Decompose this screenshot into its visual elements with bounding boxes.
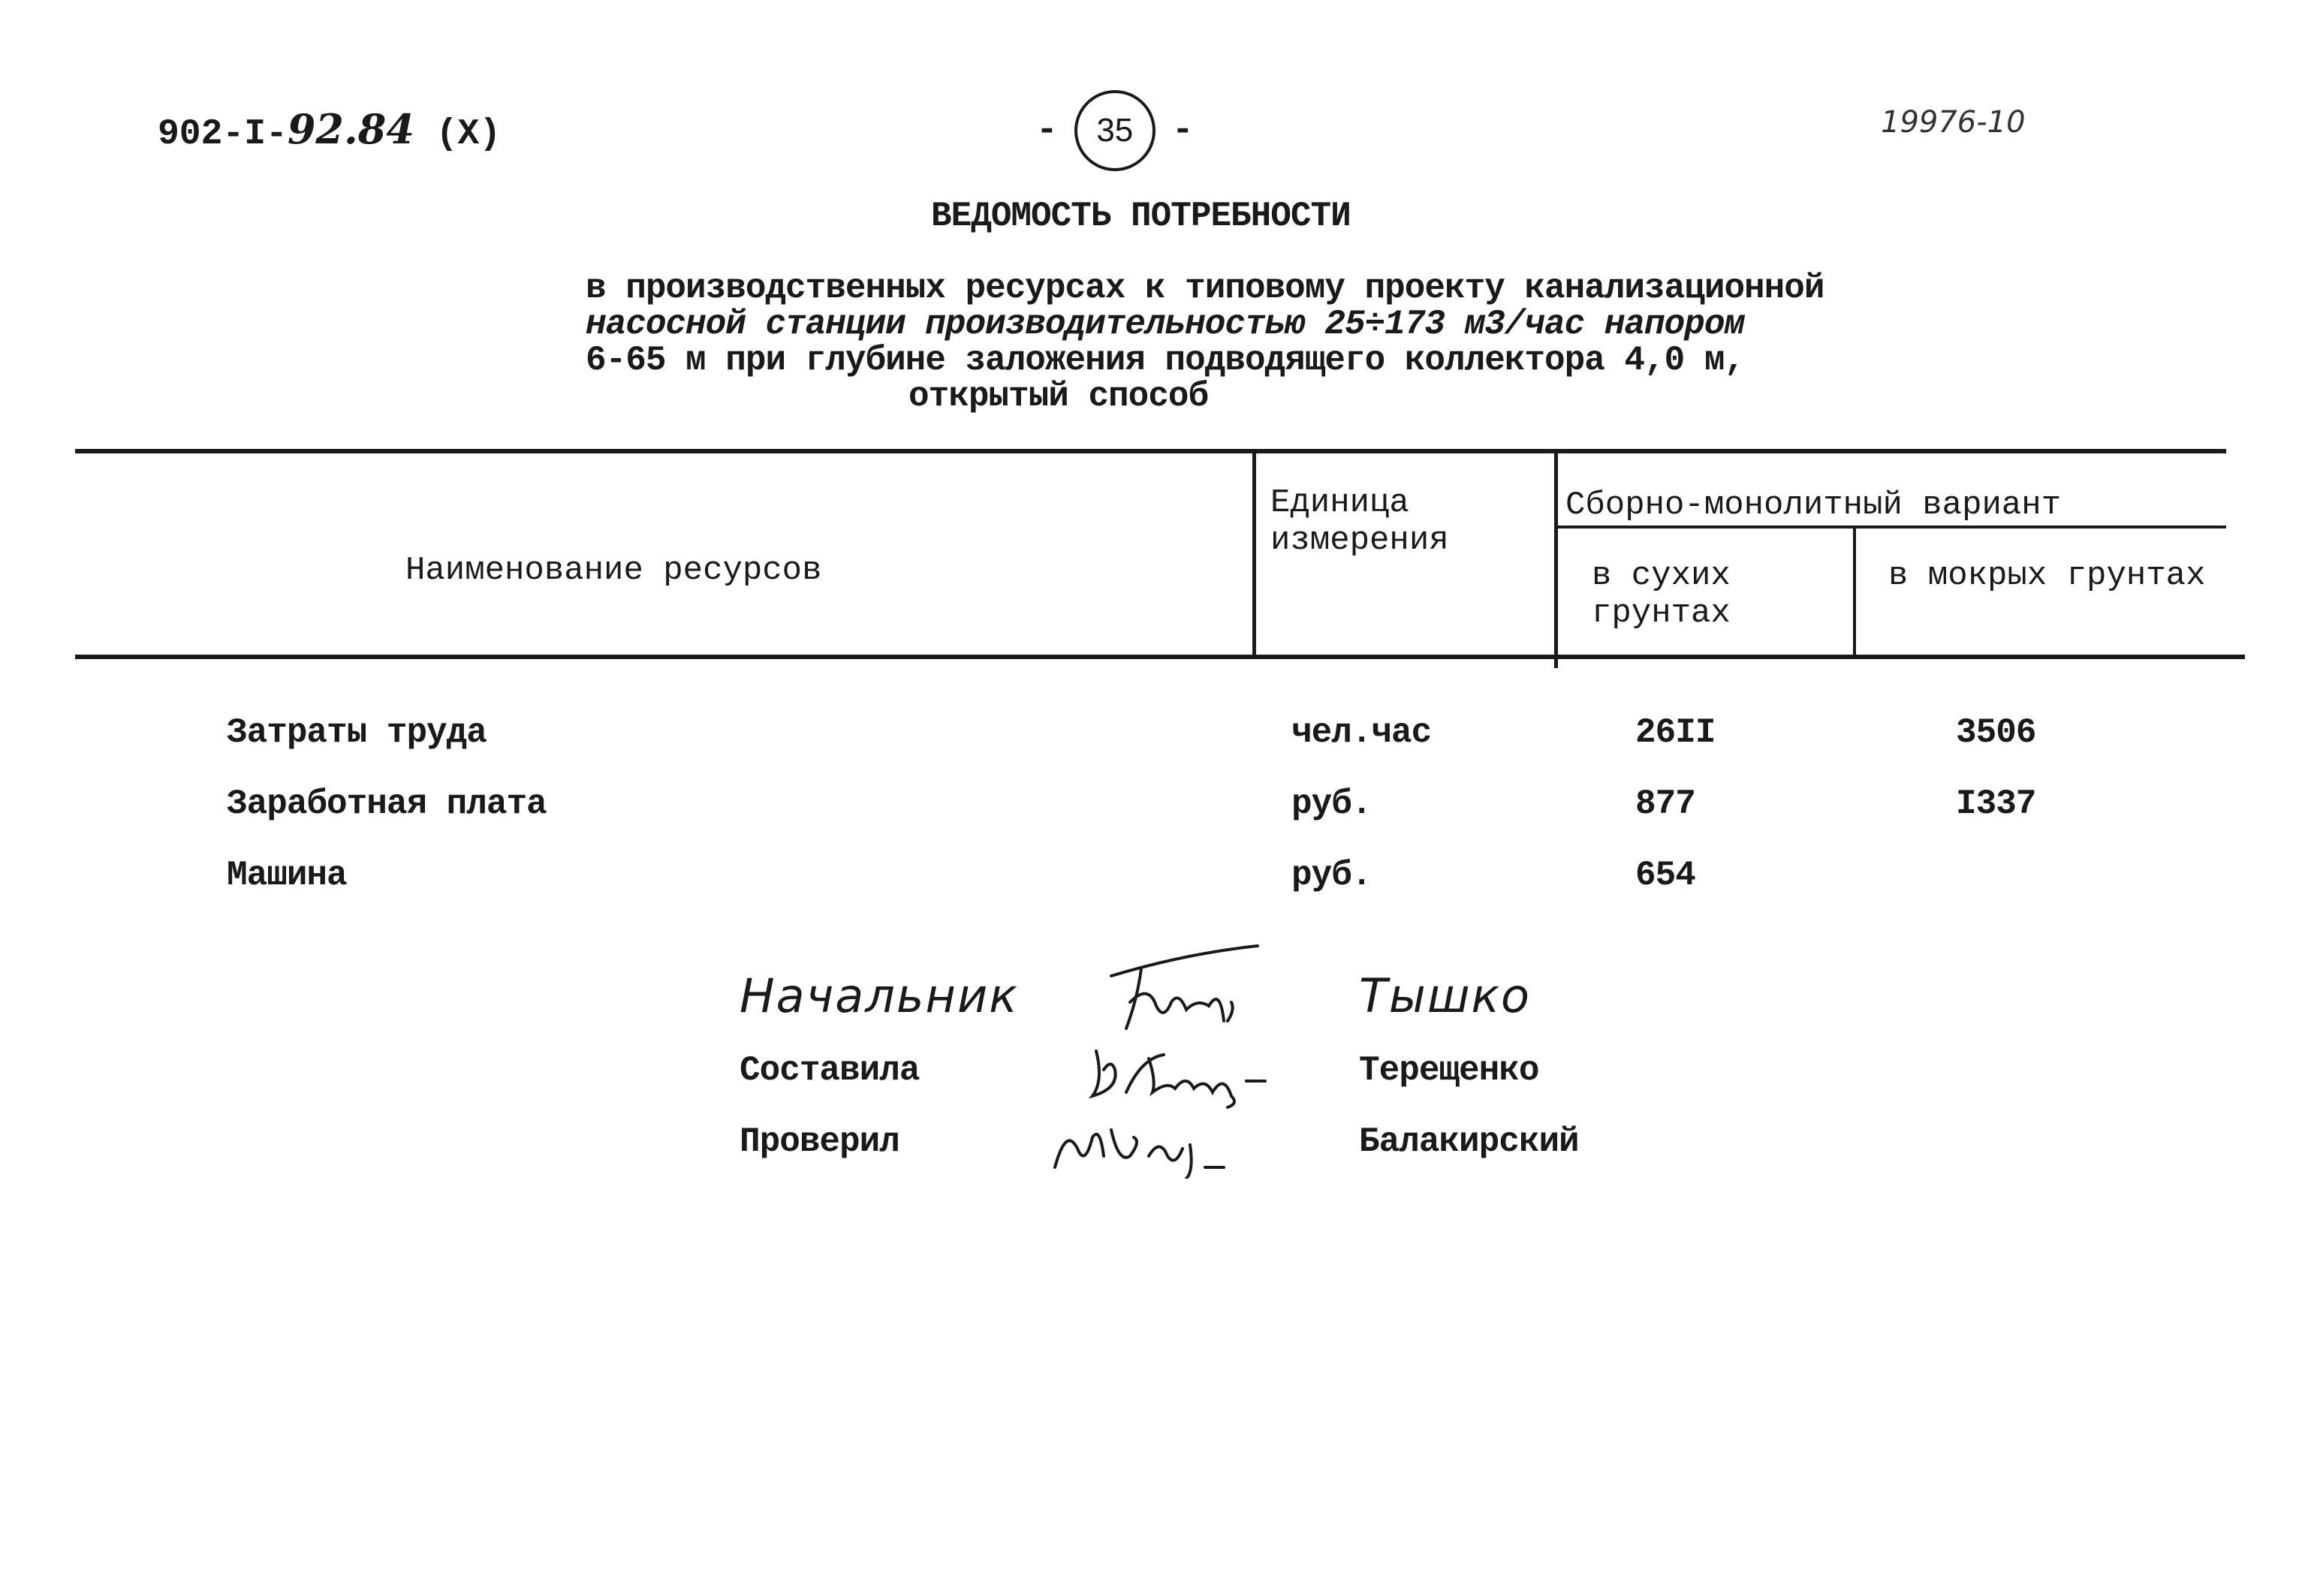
signature-mark-checked <box>1044 1096 1239 1179</box>
table-row-dry: 654 <box>1635 856 1695 895</box>
page-dash-right: - <box>1171 110 1194 151</box>
subtitle-line-1: в производственных ресурсах к типовому проекту канализационной <box>586 269 1824 308</box>
column-header-name: Наименование ресурсов <box>405 552 822 589</box>
archive-number: 19976-10 <box>1881 105 2026 140</box>
page-dash-left: - <box>1036 110 1058 151</box>
column-header-wet: в мокрых грунтах <box>1888 557 2206 595</box>
column-header-group: Сборно-монолитный вариант <box>1565 486 2062 524</box>
signature-role-compiled: Составила <box>740 1051 920 1090</box>
document-code <box>158 105 501 155</box>
signature-name-head: Тышко <box>1359 968 1531 1023</box>
table-top-rule <box>75 449 2226 453</box>
table-group-rule <box>1558 525 2226 528</box>
table-divider-wet <box>1853 527 1856 655</box>
column-header-unit: Единица измерения <box>1270 484 1449 559</box>
subtitle-line-3: 6-65 м при глубине заложения подводящего коллектора 4,0 м, <box>586 341 1745 380</box>
table-row-unit: руб. <box>1291 784 1372 824</box>
signature-role-checked: Проверил <box>740 1122 899 1161</box>
subtitle-line-4: открытый способ <box>908 377 1209 416</box>
column-header-dry: в сухих грунтах <box>1592 557 1731 632</box>
table-row-unit: чел.час <box>1291 713 1432 752</box>
document-code-suffix: (X) <box>435 114 502 155</box>
table-divider-group <box>1554 450 1558 668</box>
page-number-value: 35 <box>1096 112 1134 149</box>
table-row-unit: руб. <box>1291 856 1372 895</box>
table-row-name: Затраты труда <box>227 713 487 752</box>
table-row-dry: 877 <box>1635 784 1695 824</box>
document-code-prefix: 902-I- <box>158 114 288 155</box>
table-row-name: Машина <box>227 856 347 895</box>
table-row-wet: 3506 <box>1956 713 2036 752</box>
signature-name-compiled: Терещенко <box>1359 1051 1539 1090</box>
signature-role-head: Начальник <box>740 968 1019 1023</box>
signature-name-checked: Балакирский <box>1359 1122 1579 1161</box>
document-code-handwritten: 92.84 <box>287 105 414 153</box>
table-divider-unit <box>1252 450 1256 659</box>
table-header-bottom-rule <box>75 655 2245 659</box>
page-number <box>1036 90 1194 171</box>
signature-mark-head <box>1096 931 1284 1043</box>
table-row-dry: 26II <box>1635 713 1716 752</box>
table-row-name: Заработная плата <box>227 784 547 824</box>
page-number-circle <box>1074 90 1156 171</box>
subtitle-line-2: насосной станции производительностью 25÷173 м3/час напором <box>586 305 1745 344</box>
table-row-wet: I337 <box>1956 784 2036 824</box>
document-title: ВЕДОМОСТЬ ПОТРЕБНОСТИ <box>931 197 1351 236</box>
